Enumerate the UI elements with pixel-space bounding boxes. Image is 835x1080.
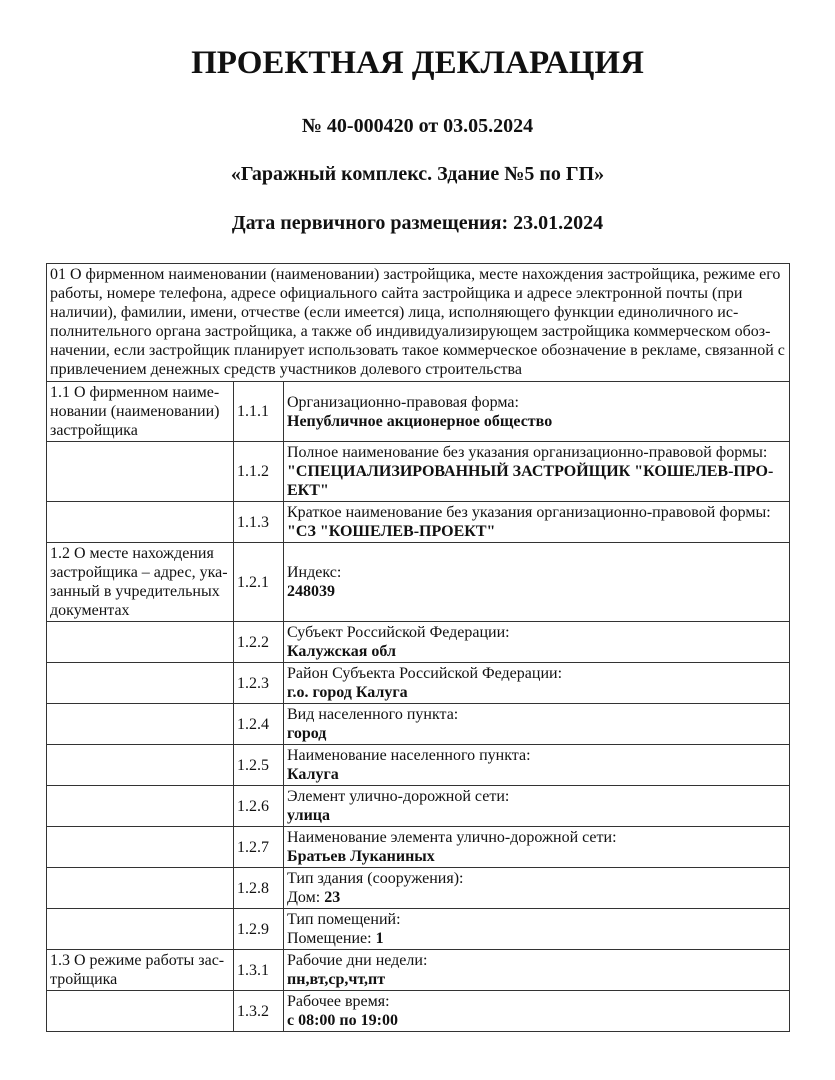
value-cell <box>284 827 790 868</box>
field-prefix: Дом: <box>287 889 325 906</box>
group-cell <box>47 745 234 786</box>
table-row <box>47 786 790 827</box>
table-row <box>47 991 790 1032</box>
group-cell <box>47 663 234 704</box>
code-cell: 1.2.4 <box>234 704 284 745</box>
field-label: Тип здания (сооружения): <box>287 870 464 887</box>
field-value: 1 <box>375 930 384 947</box>
field-label: Полное наименование без указания организационно-правовой формы: <box>287 444 768 461</box>
code-cell: 1.3.1 <box>234 950 284 991</box>
table-row <box>47 950 790 991</box>
value-cell <box>284 622 790 663</box>
field-label: Краткое наименование без указания организационно-правовой формы: <box>287 504 771 521</box>
group-cell: 1.2 О месте нахождения застройщика – адрес, указанный в учредительных документах <box>47 543 234 622</box>
field-value: "СПЕЦИАЛИЗИРОВАННЫЙ ЗАСТРОЙЩИК "КОШЕЛЕВ-ПРОЕКТ" <box>287 463 774 499</box>
field-value-line <box>287 888 786 907</box>
group-cell: 1.1 О фирменном наименовании (наименовании) застройщика <box>47 382 234 442</box>
field-value: Калужская обл <box>287 643 396 660</box>
field-value: Непубличное акционерное общество <box>287 412 553 430</box>
field-value: г.о. город Калуга <box>287 684 408 701</box>
group-cell <box>47 786 234 827</box>
code-cell: 1.2.1 <box>234 543 284 622</box>
value-cell <box>284 950 790 991</box>
value-cell <box>284 745 790 786</box>
field-value-line <box>287 642 786 661</box>
value-cell <box>284 786 790 827</box>
field-value: Братьев Луканиных <box>287 848 435 865</box>
field-value-line <box>287 582 786 601</box>
field-value-line <box>287 683 786 702</box>
field-value-line <box>287 765 786 784</box>
code-cell: 1.1.3 <box>234 502 284 543</box>
group-cell <box>47 991 234 1032</box>
section-header-row <box>47 264 790 382</box>
field-label: Наименование населенного пункта: <box>287 747 531 764</box>
code-cell: 1.2.2 <box>234 622 284 663</box>
field-value: улица <box>287 807 331 824</box>
table-row <box>47 909 790 950</box>
field-value: Калуга <box>287 766 339 783</box>
field-value-line <box>287 1011 786 1030</box>
group-cell <box>47 502 234 543</box>
field-label: Индекс: <box>287 564 342 581</box>
value-cell <box>284 543 790 622</box>
code-cell: 1.2.3 <box>234 663 284 704</box>
field-value-line <box>287 847 786 866</box>
field-value-line <box>287 522 786 541</box>
group-cell: 1.3 О режиме работы застройщика <box>47 950 234 991</box>
field-value-line <box>287 462 786 500</box>
value-cell <box>284 909 790 950</box>
code-cell: 1.2.8 <box>234 868 284 909</box>
field-label: Наименование элемента улично-дорожной сети: <box>287 829 617 846</box>
field-label: Тип помещений: <box>287 911 401 928</box>
value-cell <box>284 502 790 543</box>
group-cell <box>47 442 234 502</box>
code-cell: 1.1.2 <box>234 442 284 502</box>
value-cell <box>284 382 790 442</box>
code-cell: 1.3.2 <box>234 991 284 1032</box>
field-value: "СЗ "КОШЕЛЕВ-ПРОЕКТ" <box>287 523 496 540</box>
field-value-line <box>287 929 786 948</box>
field-value: 23 <box>324 889 341 906</box>
object-name: «Гаражный комплекс. Здание №5 по ГП» <box>230 163 605 185</box>
table-row <box>47 622 790 663</box>
table-row <box>47 442 790 502</box>
declaration-table <box>46 263 790 1032</box>
value-cell <box>284 704 790 745</box>
field-label: Район Субъекта Российской Федерации: <box>287 665 563 682</box>
declaration-number: № 40-000420 от 03.05.2024 <box>301 115 534 137</box>
group-cell <box>47 622 234 663</box>
field-value: пн,вт,ср,чт,пт <box>287 971 386 988</box>
group-cell <box>47 868 234 909</box>
group-cell <box>47 827 234 868</box>
field-label: Субъект Российской Федерации: <box>287 624 510 641</box>
field-value: город <box>287 725 327 742</box>
code-cell: 1.2.9 <box>234 909 284 950</box>
field-label: Организационно-правовая форма: <box>287 393 519 411</box>
table-row <box>47 745 790 786</box>
value-cell <box>284 442 790 502</box>
code-cell: 1.2.7 <box>234 827 284 868</box>
field-label: Вид населенного пункта: <box>287 706 459 723</box>
code-cell: 1.2.5 <box>234 745 284 786</box>
table-row <box>47 868 790 909</box>
code-cell: 1.2.6 <box>234 786 284 827</box>
field-value: 248039 <box>287 583 335 600</box>
field-value-line <box>287 724 786 743</box>
first-placement-date: Дата первичного размещения: 23.01.2024 <box>231 212 604 234</box>
table-row <box>47 502 790 543</box>
table-row <box>47 663 790 704</box>
document-title: ПРОЕКТНАЯ ДЕКЛАРАЦИЯ <box>191 45 644 81</box>
value-cell <box>284 991 790 1032</box>
section-header: 01 О фирменном наименовании (наименовании) застройщика, месте нахождения застройщика, режиме его работы, номере телефона, адресе официального сайта застройщика и адресе электронной почты (при наличии), фамилии, имени, отчестве (если имеется) лица, исполняющего функции единоличного исполнительного органа застройщика, а также об индивидуализирующем застройщика коммерческом обозначении, если застройщик планирует использовать такое коммерческое обозначение в рекламе, связанной с привлечением денежных средств участников долевого строительства <box>47 264 790 382</box>
field-label: Рабочее время: <box>287 993 390 1010</box>
field-value-line <box>287 412 786 431</box>
field-label: Рабочие дни недели: <box>287 952 428 969</box>
field-value: с 08:00 по 19:00 <box>287 1012 398 1029</box>
group-cell <box>47 704 234 745</box>
value-cell <box>284 868 790 909</box>
table-row <box>47 827 790 868</box>
field-label: Элемент улично-дорожной сети: <box>287 788 510 805</box>
value-cell <box>284 663 790 704</box>
table-row <box>47 543 790 622</box>
table-row <box>47 704 790 745</box>
group-cell <box>47 909 234 950</box>
table-row <box>47 382 790 442</box>
field-value-line <box>287 806 786 825</box>
field-prefix: Помещение: <box>287 930 376 947</box>
code-cell: 1.1.1 <box>234 382 284 442</box>
field-value-line <box>287 970 786 989</box>
